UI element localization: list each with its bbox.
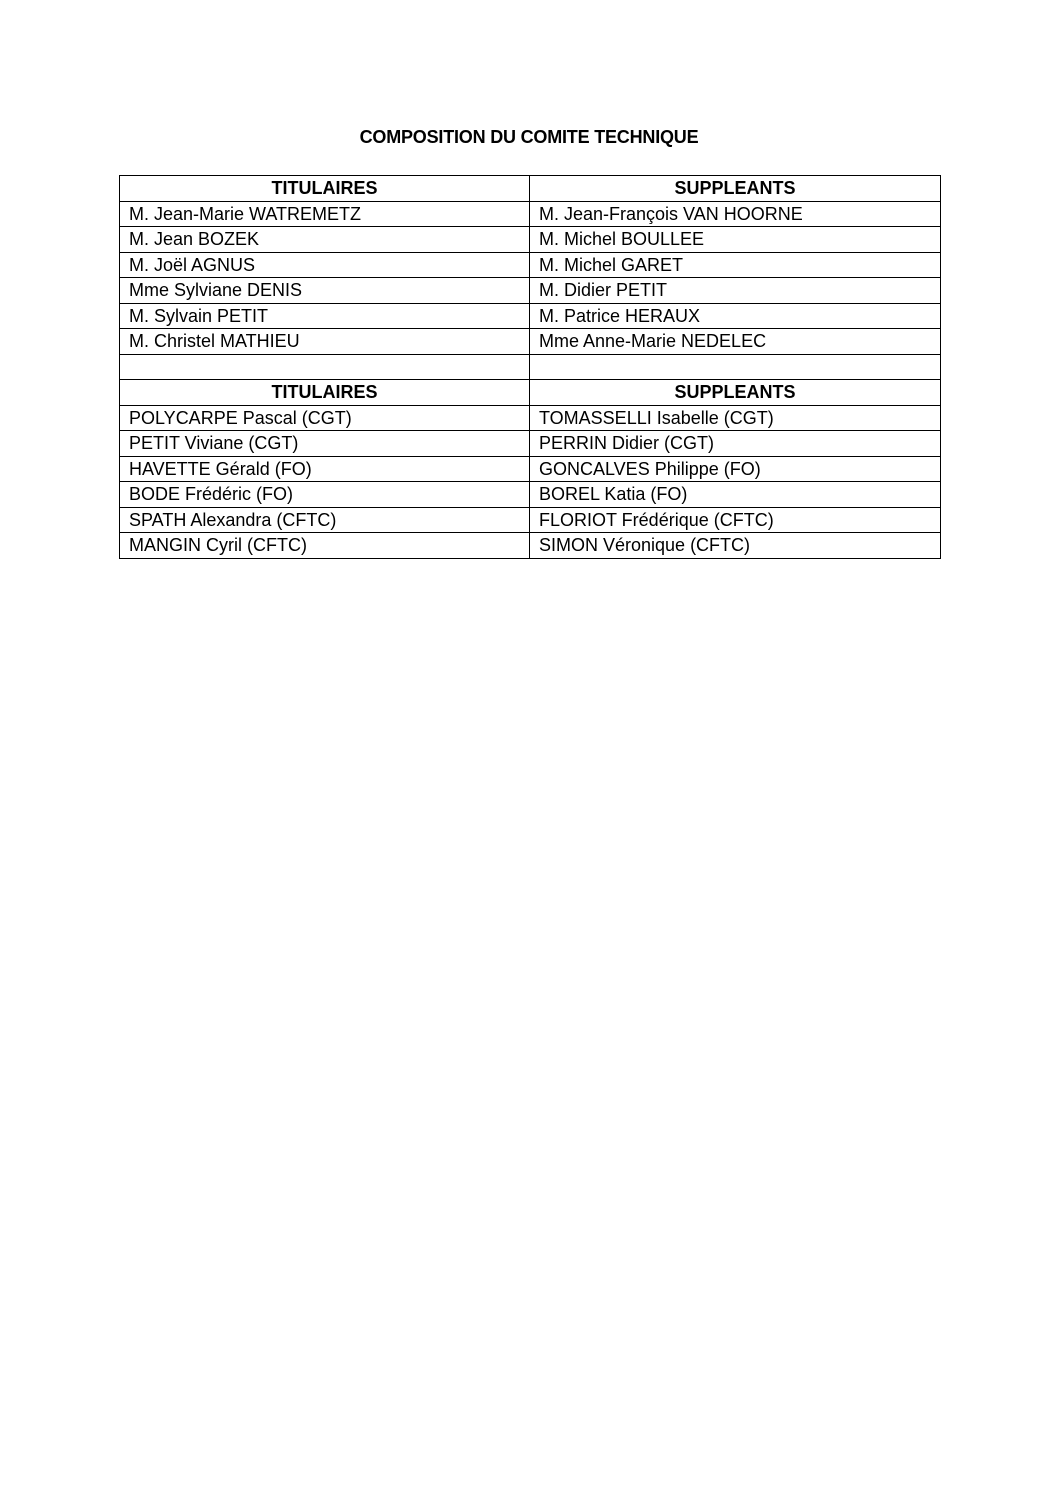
column-header-titulaires: TITULAIRES <box>120 380 530 406</box>
table-header-row <box>120 380 941 406</box>
suppleant-cell: TOMASSELLI Isabelle (CGT) <box>530 405 941 431</box>
table-row <box>120 329 941 355</box>
table-row <box>120 482 941 508</box>
titulaire-cell: M. Jean-Marie WATREMETZ <box>120 201 530 227</box>
titulaire-cell: M. Jean BOZEK <box>120 227 530 253</box>
titulaire-cell: M. Sylvain PETIT <box>120 303 530 329</box>
suppleant-cell: BOREL Katia (FO) <box>530 482 941 508</box>
committee-table <box>119 175 941 559</box>
column-header-suppleants: SUPPLEANTS <box>530 176 941 202</box>
suppleant-cell: PERRIN Didier (CGT) <box>530 431 941 457</box>
empty-separator-row <box>120 354 941 380</box>
table-row <box>120 533 941 559</box>
column-header-titulaires: TITULAIRES <box>120 176 530 202</box>
suppleant-cell: M. Jean-François VAN HOORNE <box>530 201 941 227</box>
titulaire-cell: BODE Frédéric (FO) <box>120 482 530 508</box>
column-header-suppleants: SUPPLEANTS <box>530 380 941 406</box>
suppleant-cell: M. Michel GARET <box>530 252 941 278</box>
table-row <box>120 227 941 253</box>
table-row <box>120 252 941 278</box>
table-row <box>120 507 941 533</box>
titulaire-cell: MANGIN Cyril (CFTC) <box>120 533 530 559</box>
table-row <box>120 456 941 482</box>
page-title: COMPOSITION DU COMITE TECHNIQUE <box>359 127 699 147</box>
suppleant-cell: Mme Anne-Marie NEDELEC <box>530 329 941 355</box>
table-header-row <box>120 176 941 202</box>
titulaire-cell: M. Christel MATHIEU <box>120 329 530 355</box>
titulaire-cell: PETIT Viviane (CGT) <box>120 431 530 457</box>
suppleant-cell: GONCALVES Philippe (FO) <box>530 456 941 482</box>
table-row <box>120 431 941 457</box>
suppleant-cell: SIMON Véronique (CFTC) <box>530 533 941 559</box>
empty-cell <box>120 354 530 380</box>
suppleant-cell: M. Michel BOULLEE <box>530 227 941 253</box>
table-row <box>120 278 941 304</box>
titulaire-cell: POLYCARPE Pascal (CGT) <box>120 405 530 431</box>
suppleant-cell: FLORIOT Frédérique (CFTC) <box>530 507 941 533</box>
titulaire-cell: HAVETTE Gérald (FO) <box>120 456 530 482</box>
table-row <box>120 405 941 431</box>
suppleant-cell: M. Patrice HERAUX <box>530 303 941 329</box>
titulaire-cell: SPATH Alexandra (CFTC) <box>120 507 530 533</box>
empty-cell <box>530 354 941 380</box>
suppleant-cell: M. Didier PETIT <box>530 278 941 304</box>
table-row <box>120 201 941 227</box>
table-row <box>120 303 941 329</box>
titulaire-cell: Mme Sylviane DENIS <box>120 278 530 304</box>
titulaire-cell: M. Joël AGNUS <box>120 252 530 278</box>
